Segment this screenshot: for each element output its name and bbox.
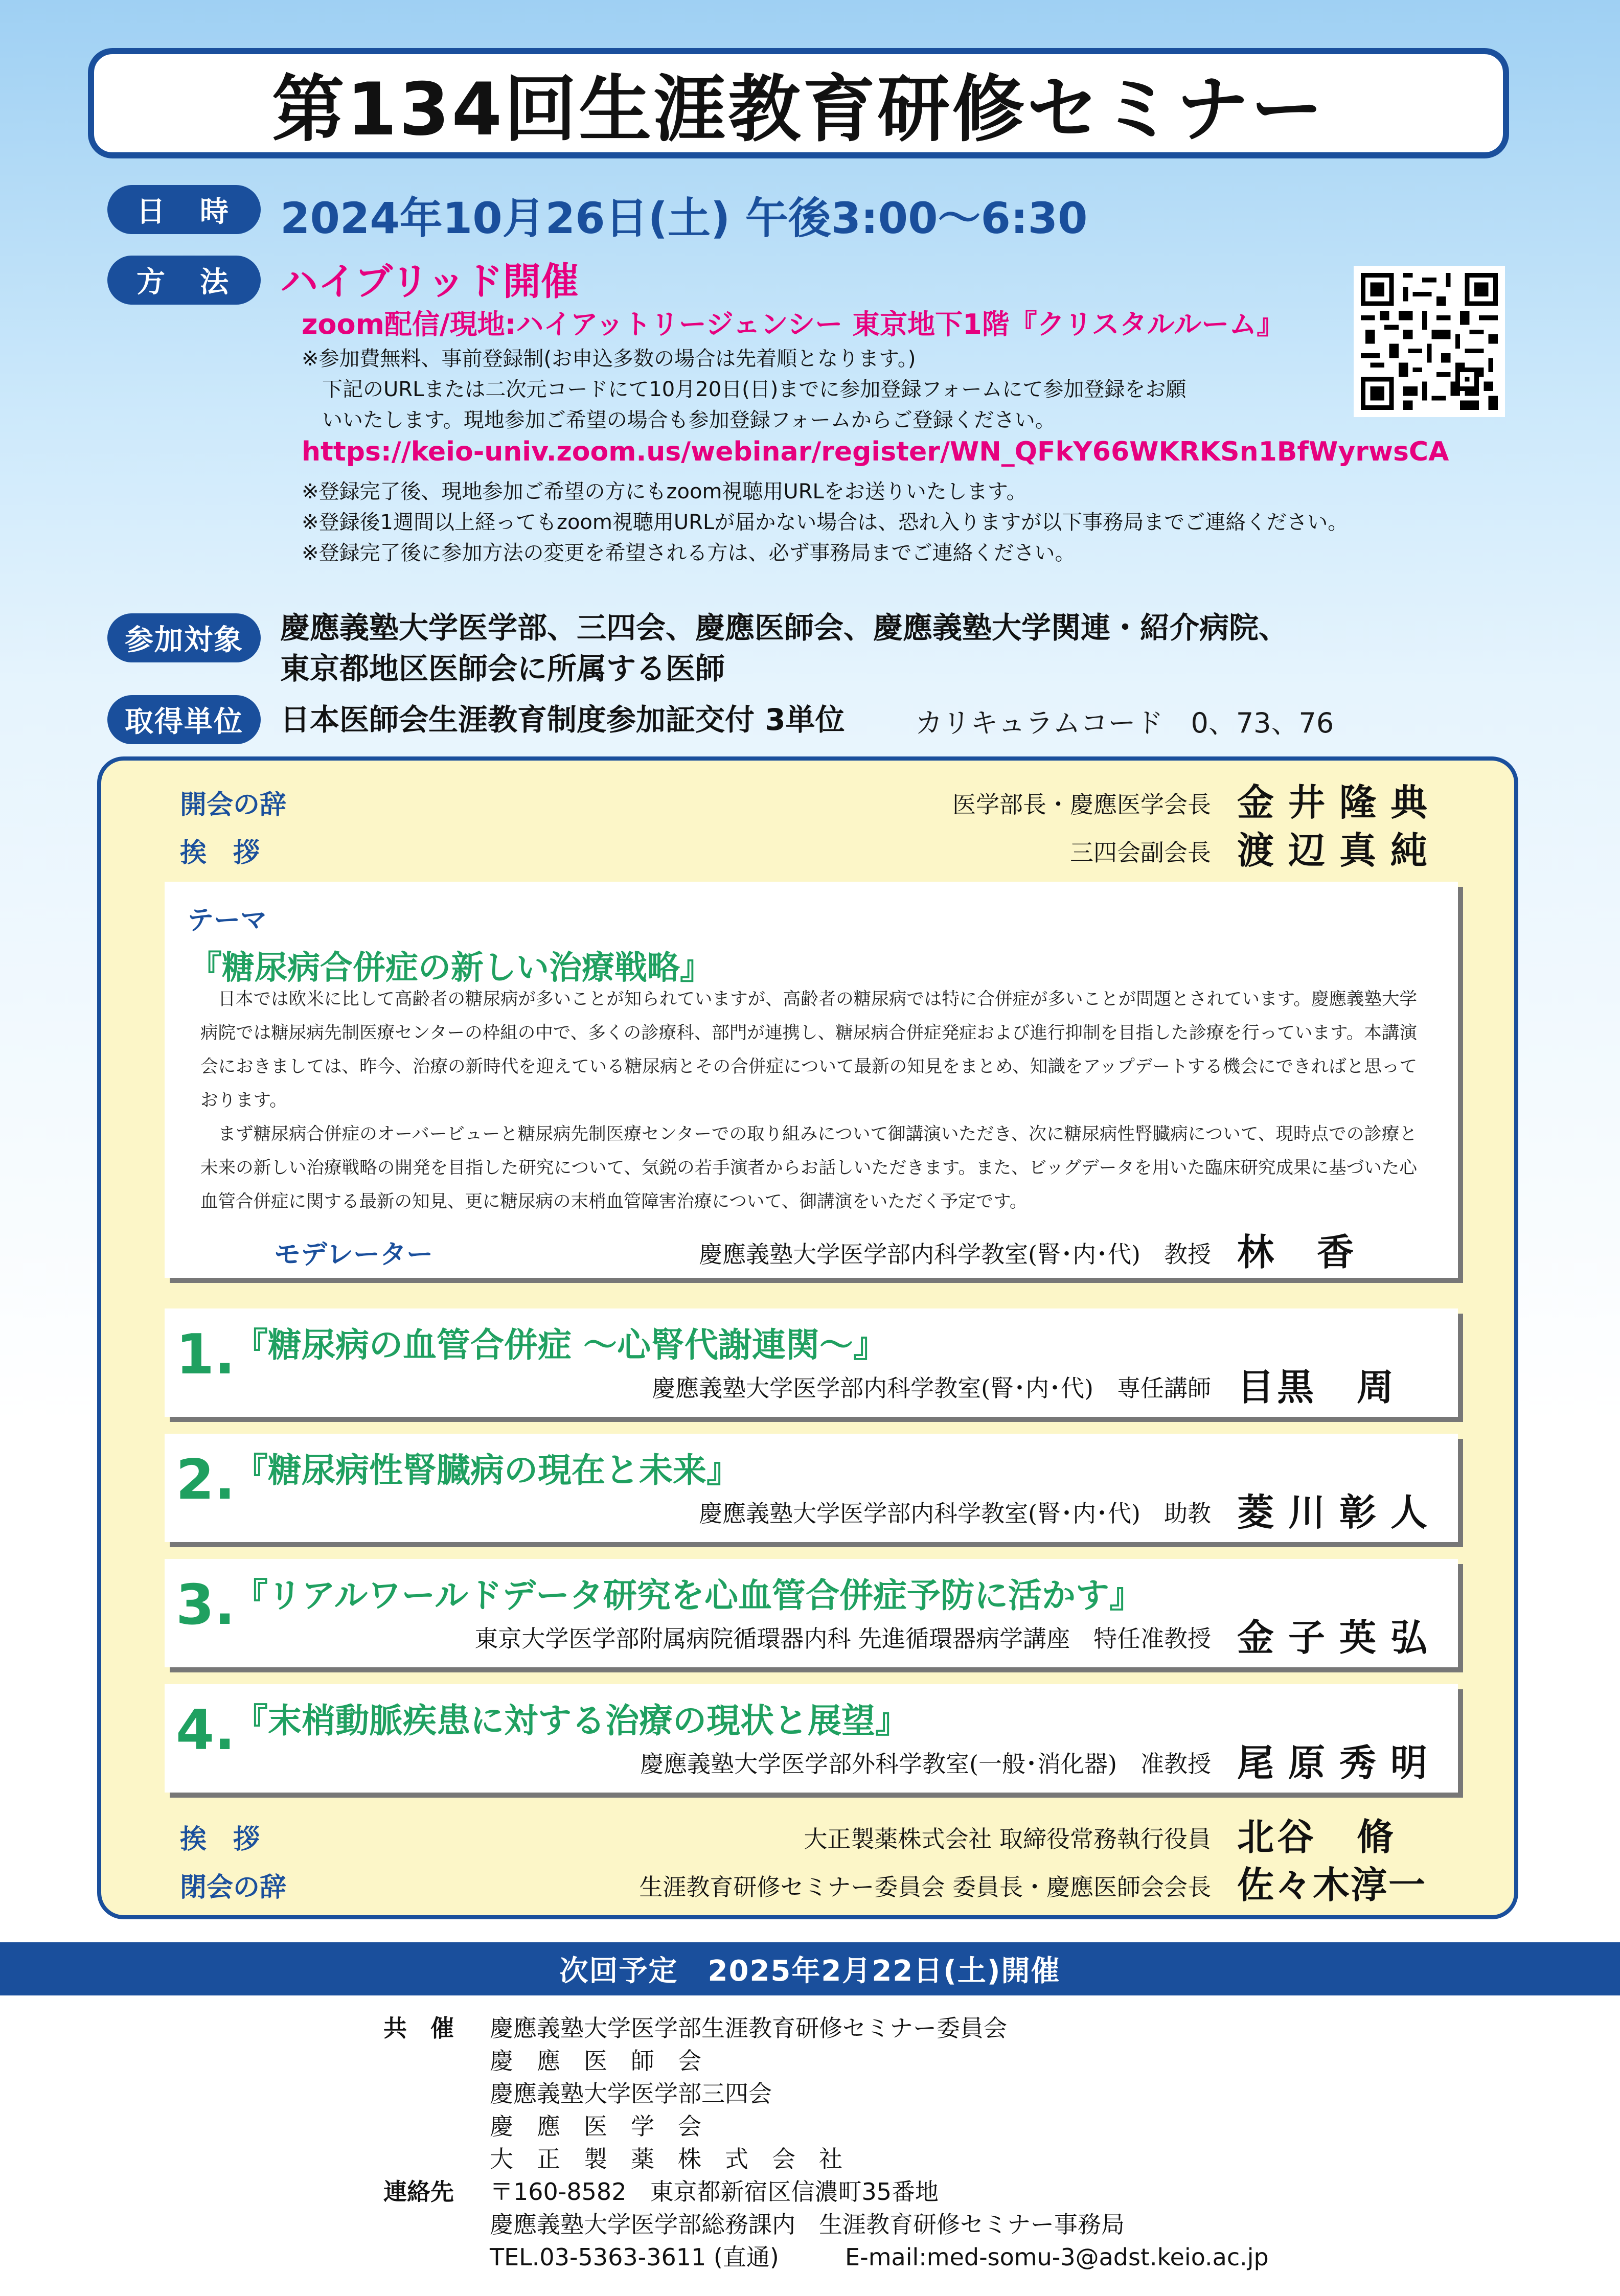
curriculum-code: カリキュラムコード 0、73、76 [915,707,1334,739]
greeting-name: 渡辺真純 [1237,829,1442,872]
sponsor-greeting-label: 挨 拶 [180,1824,260,1855]
credit-value: 日本医師会生涯教育制度参加証交付 3単位 [280,702,845,737]
cohost-label: 共 催 [383,2014,454,2042]
session-speaker: 菱川彰人 [1237,1490,1442,1534]
session-title: 『末梢動脈疾患に対する治療の現状と展望』 [234,1701,909,1740]
datetime-value: 2024年10月26日(土) 午後3:00〜6:30 [280,193,1088,243]
method-venue: zoom配信/現地:ハイアットリージェンシー 東京地下1階『クリスタルルーム』 [302,308,1285,340]
datetime-label: 日 時 [107,185,261,234]
session-number: 3. [176,1573,236,1637]
note-line: ※登録完了後に参加方法の変更を希望される方は、必ず事務局までご連絡ください。 [302,541,1076,565]
target-line: 慶應義塾大学医学部、三四会、慶應医師会、慶應義塾大学関連・紹介病院、 [280,610,1289,645]
theme-title: 『糖尿病合併症の新しい治療戦略』 [189,949,713,987]
session-affiliation: 慶應義塾大学医学部内科学教室(腎･内･代) 専任講師 [652,1374,1211,1402]
target-label: 参加対象 [107,613,261,662]
note-line: ※登録完了後、現地参加ご希望の方にもzoom視聴用URLをお送りいたします。 [302,480,1027,503]
session-affiliation: 東京大学医学部附属病院循環器内科 先進循環器病学講座 特任准教授 [474,1625,1211,1652]
moderator-label: モデレーター [274,1239,433,1270]
closing-name: 佐々木淳一 [1237,1863,1427,1907]
moderator-affiliation: 慶應義塾大学医学部内科学教室(腎･内･代) 教授 [699,1241,1211,1268]
sponsor-affiliation: 大正製薬株式会社 取締役常務執行役員 [804,1825,1211,1853]
closing-label: 閉会の辞 [180,1872,287,1903]
note-line: ※参加費無料、事前登録制(お申込多数の場合は先着順となります。) [302,347,916,371]
registration-notes-bottom [302,476,1348,568]
note-line: いいたします。現地参加ご希望の場合も参加登録フォームからご登録ください。 [302,408,1056,432]
cohost-item: 慶 應 医 師 会 [490,2047,701,2075]
registration-url-link[interactable]: https://keio-univ.zoom.us/webinar/register/WN_QFkY66WKRKSn1BfWyrwsCA [302,437,1449,467]
session-speaker: 金子英弘 [1237,1616,1442,1659]
contact-email-link[interactable]: E-mail:med-somu-3@adst.keio.ac.jp [845,2243,1269,2271]
opening-label: 開会の辞 [180,790,287,820]
contact-office: 慶應義塾大学医学部総務課内 生涯教育研修セミナー事務局 [490,2211,1125,2238]
sponsor-name: 北谷 脩 [1237,1815,1397,1858]
method-title: ハイブリッド開催 [280,260,579,304]
theme-label: テーマ [187,905,267,936]
note-line: ※登録後1週間以上経ってもzoom視聴用URLが届かない場合は、恐れ入りますが以下事務局までご連絡ください。 [302,511,1349,534]
session-speaker: 尾原秀明 [1237,1741,1442,1784]
session-number: 4. [176,1698,236,1762]
cohost-item: 慶 應 医 学 会 [490,2113,701,2140]
cohost-item: 慶應義塾大学医学部三四会 [490,2080,772,2107]
theme-paragraph: まず糖尿病合併症のオーバービューと糖尿病先制医療センターでの取り組みについて御講演いただき、次に糖尿病性腎臓病について、現時点での診療と未来の新しい治療戦略の開発を目指した研究について、気鋭の若手演者からお話しいただきます。また、ビッグデータを用いた臨床研究成果に基づいた心血管合併症に関する最新の知見、更に糖尿病の末梢血管障害治療について、御講演をいただく予定です。 [200,1124,1417,1212]
target-line: 東京都地区医師会に所属する医師 [280,651,725,686]
method-label: 方 法 [107,256,261,305]
next-event-banner: 次回予定 2025年2月22日(土)開催 [0,1942,1620,1995]
closing-affiliation: 生涯教育研修セミナー委員会 委員長・慶應医師会会長 [639,1873,1211,1901]
session-title: 『リアルワールドデータ研究を心血管合併症予防に活かす』 [234,1576,1144,1615]
session-affiliation: 慶應義塾大学医学部外科学教室(一般･消化器) 准教授 [640,1750,1211,1778]
target-text [280,607,1288,689]
moderator-name [1237,1223,1357,1276]
contact-label: 連絡先 [383,2178,454,2206]
opening-affiliation: 医学部長・慶應医学会長 [952,791,1211,818]
contact-phone-email [490,2241,1269,2274]
session-title: 『糖尿病の血管合併症 〜心腎代謝連関〜』 [234,1325,887,1365]
session-number: 2. [176,1448,236,1512]
session-speaker: 目黒 周 [1237,1365,1397,1409]
registration-notes-top [302,343,1186,435]
note-line: 下記のURLまたは二次元コードにて10月20日(日)までに参加登録フォームにて参加登録をお願 [302,378,1187,401]
session-title: 『糖尿病性腎臓病の現在と未来』 [234,1451,740,1490]
session-number: 1. [176,1323,236,1387]
qr-code-icon[interactable] [1354,266,1505,417]
credit-label: 取得単位 [107,695,261,744]
moderator-name-text: 林 香 [1237,1230,1357,1274]
greeting-label: 挨 拶 [180,838,260,868]
theme-paragraph: 日本では欧米に比して高齢者の糖尿病が多いことが知られていますが、高齢者の糖尿病では特に合併症が多いことが問題とされています。慶應義塾大学病院では糖尿病先制医療センターの枠組の中で、多くの診療科、部門が連携し、糖尿病合併症発症および進行抑制を目指した診療を行っています。本講演会におきましては、昨今、治療の新時代を迎えている糖尿病とその合併症について最新の知見をまとめ、知識をアップデートする機会にできればと思っております。 [200,989,1417,1111]
theme-description [200,982,1417,1219]
page-title: 第134回生涯教育研修セミナー [88,48,1509,158]
cohost-item: 大 正 製 薬 株 式 会 社 [490,2145,842,2173]
cohost-item: 慶應義塾大学医学部生涯教育研修セミナー委員会 [490,2014,1007,2042]
greeting-affiliation: 三四会副会長 [1070,839,1211,866]
cohost-list [490,2012,1007,2175]
contact-address: 〒160-8582 東京都新宿区信濃町35番地 [490,2178,939,2206]
opening-name: 金井隆典 [1237,780,1442,824]
contact-phone: TEL.03-5363-3611 (直通) [490,2243,779,2271]
contact-block [490,2175,1269,2274]
session-affiliation: 慶應義塾大学医学部内科学教室(腎･内･代) 助教 [699,1500,1211,1527]
